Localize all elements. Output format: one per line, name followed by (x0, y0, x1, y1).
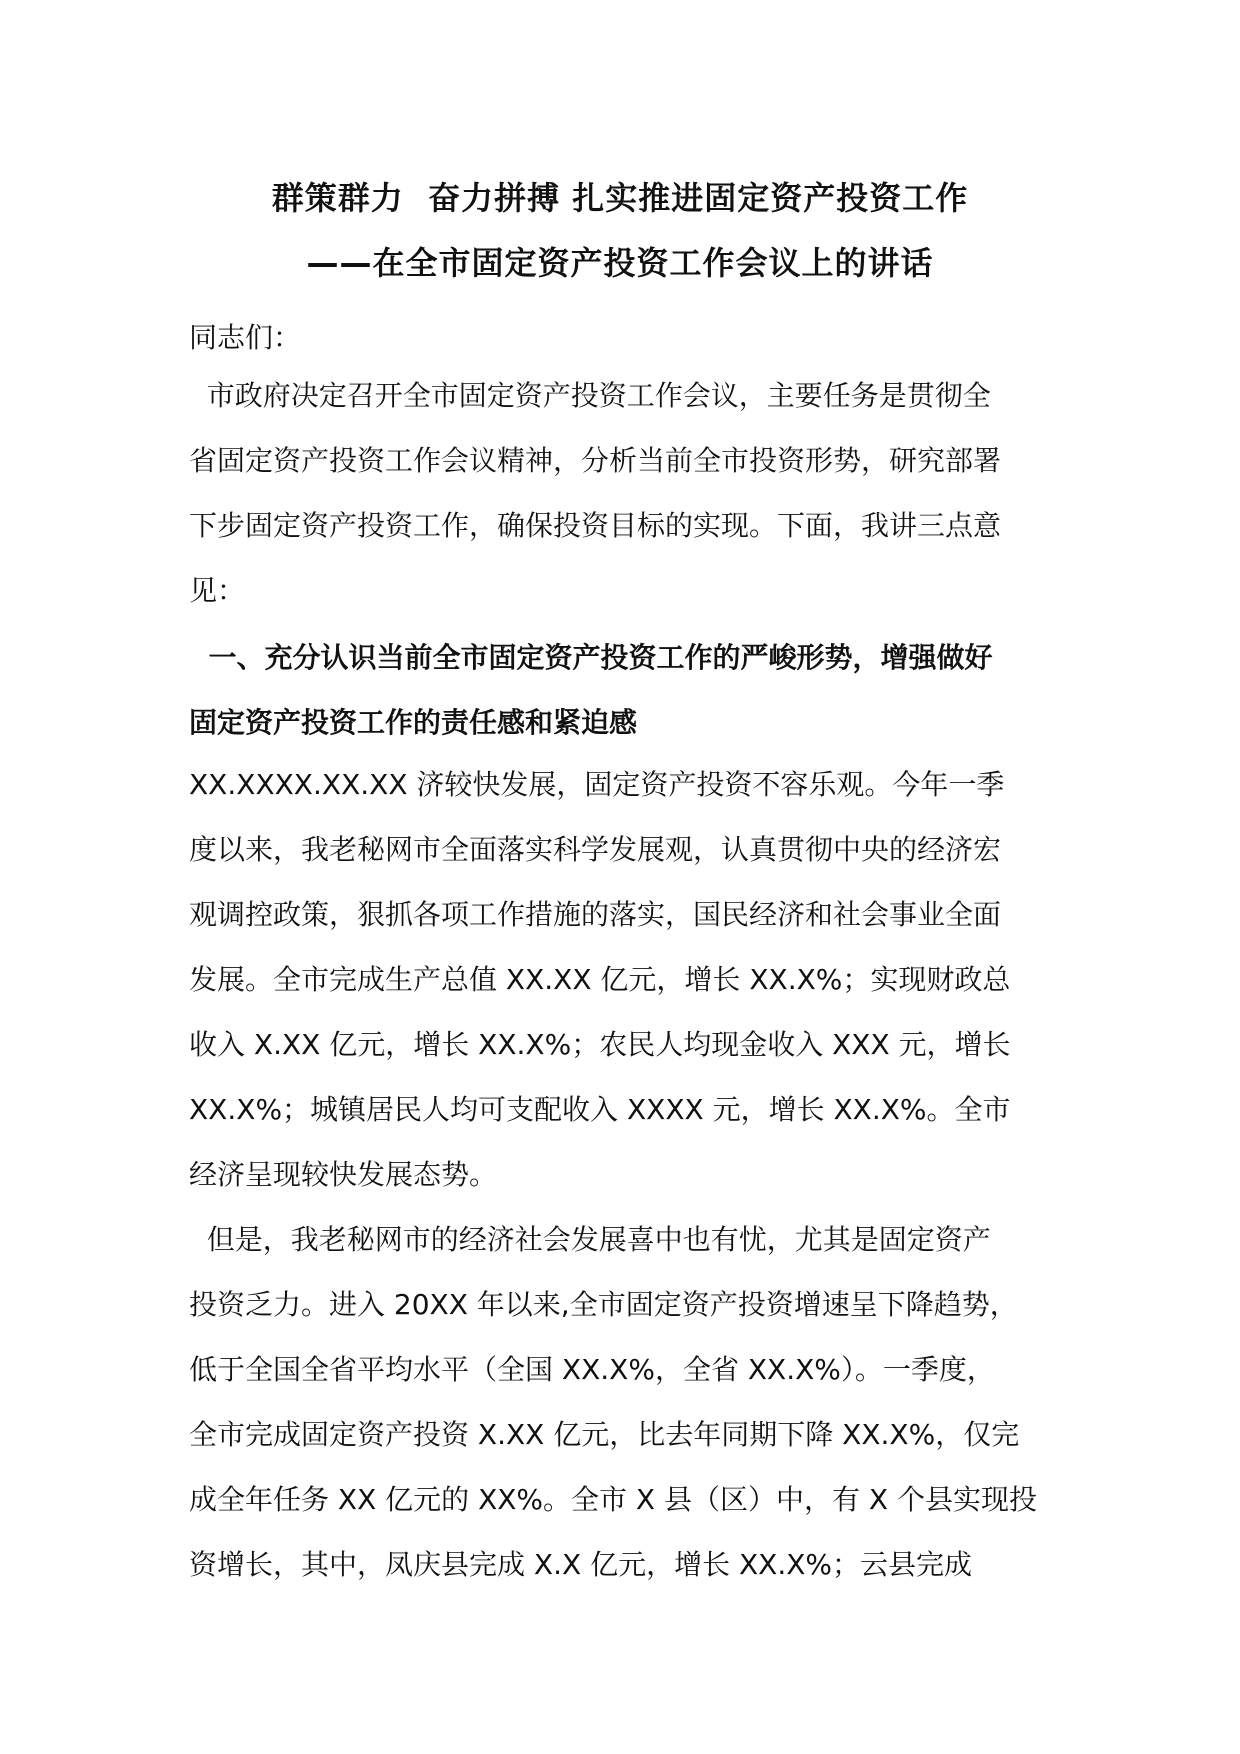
text-line: 成全年任务 XX 亿元的 XX%。全市 X 县（区）中，有 X 个县实现投 (189, 1483, 1038, 1516)
text-line: 发展。全市完成生产总值 XX.XX 亿元，增长 XX.X%；实现财政总 (189, 963, 1011, 996)
paragraph-intro (189, 363, 1059, 623)
text-line: 见： (189, 574, 246, 607)
salutation: 同志们： (189, 321, 302, 354)
paragraph-economy (189, 752, 1059, 1207)
text-line: 度以来，我老秘网市全面落实科学发展观，认真贯彻中央的经济宏 (189, 833, 1002, 866)
text-line: 收入 X.XX 亿元，增长 XX.X%；农民人均现金收入 XXX 元，增长 (189, 1028, 1011, 1061)
text-line: 低于全国全省平均水平（全国 XX.X%，全省 XX.X%）。一季度， (189, 1353, 995, 1386)
section-heading-1 (189, 625, 1059, 755)
text-line: 经济呈现较快发展态势。 (189, 1158, 498, 1191)
text-line: XX.XXXX.XX.XX 济较快发展，固定资产投资不容乐观。今年一季 (189, 768, 1005, 801)
heading-line: 固定资产投资工作的责任感和紧迫感 (189, 706, 638, 739)
text-line: XX.X%；城镇居民人均可支配收入 XXXX 元，增长 XX.X%。全市 (189, 1093, 1011, 1126)
text-line: 市政府决定召开全市固定资产投资工作会议，主要任务是贯彻全 (189, 379, 991, 412)
heading-line: 一、充分认识当前全市固定资产投资工作的严峻形势，增强做好 (189, 641, 993, 674)
text-line: 全市完成固定资产投资 X.XX 亿元，比去年同期下降 XX.X%，仅完 (189, 1418, 1020, 1451)
document-subtitle: ——在全市固定资产投资工作会议上的讲话 (306, 244, 934, 282)
paragraph-investment (189, 1207, 1059, 1597)
text-line: 投资乏力。进入 20XX 年以来,全市固定资产投资增速呈下降趋势， (189, 1288, 1018, 1321)
text-line: 省固定资产投资工作会议精神，分析当前全市投资形势，研究部署 (189, 444, 1002, 477)
text-line: 下步固定资产投资工作，确保投资目标的实现。下面，我讲三点意 (189, 509, 1002, 542)
text-line: 资增长，其中，凤庆县完成 X.X 亿元，增长 XX.X%；云县完成 (189, 1548, 973, 1581)
document-title: 群策群力 奋力拼搏 扎实推进固定资产投资工作 (271, 179, 969, 217)
text-line: 但是，我老秘网市的经济社会发展喜中也有忧，尤其是固定资产 (189, 1223, 991, 1256)
text-line: 观调控政策，狠抓各项工作措施的落实，国民经济和社会事业全面 (189, 898, 1002, 931)
